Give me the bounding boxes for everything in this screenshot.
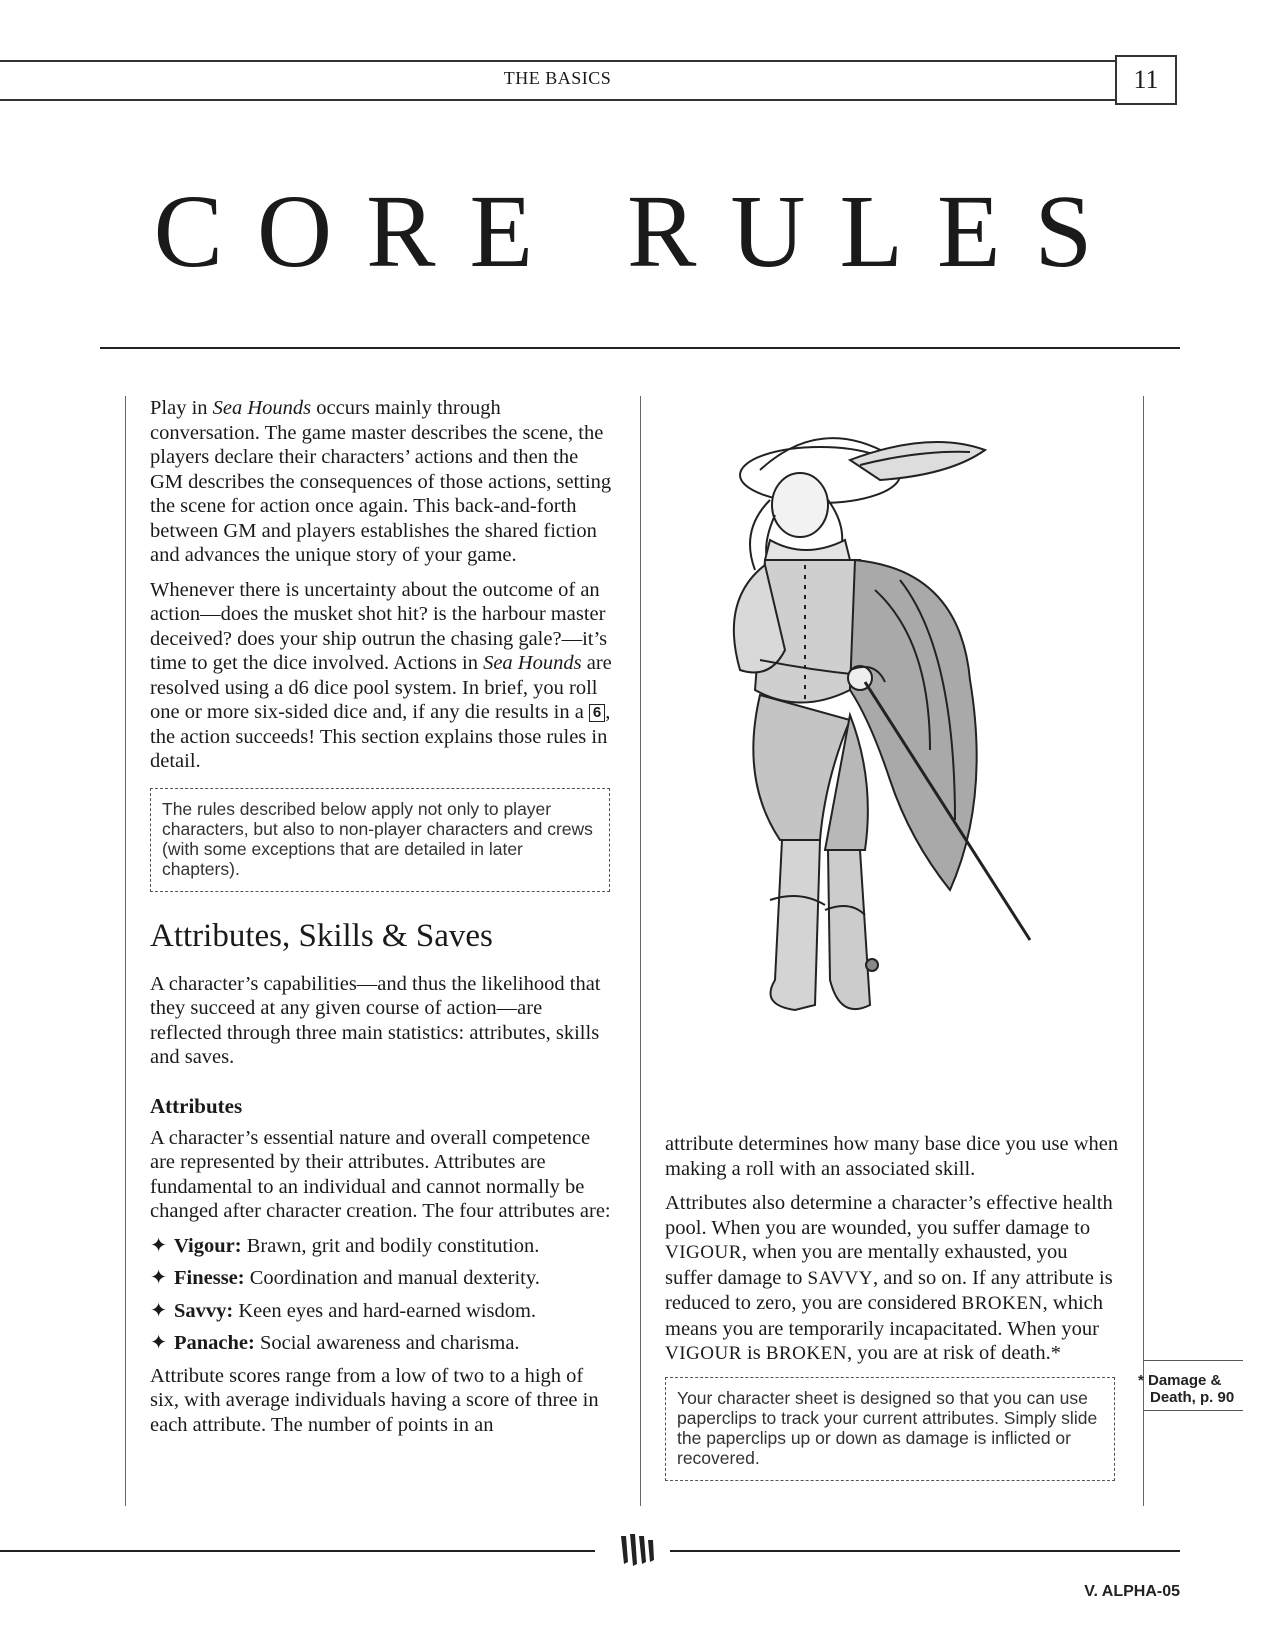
sidebar-reference: * Damage & Death, p. 90 bbox=[1138, 1372, 1235, 1406]
sidebar-rule-bottom bbox=[1143, 1410, 1243, 1411]
star-bullet-icon: ✦ bbox=[150, 1267, 168, 1290]
section-paragraph: A character’s capabilities—and thus the likelihood that they succeed at any given course of action—are reflected through three main statistics: attributes, skills and saves. bbox=[150, 972, 601, 1069]
paperclip-note-box: Your character sheet is designed so that you can use paperclips to track your current attributes. Simply slide the paperclips up or down as damage is inflicted or recovered. bbox=[665, 1377, 1115, 1481]
right-column-rule bbox=[1143, 396, 1144, 1506]
footer-rule-right bbox=[670, 1550, 1180, 1552]
star-bullet-icon: ✦ bbox=[150, 1299, 168, 1322]
star-bullet-icon: ✦ bbox=[150, 1332, 168, 1355]
musketeer-illustration bbox=[700, 420, 1120, 1100]
running-header: THE BASICS bbox=[503, 68, 612, 88]
left-column-rule bbox=[125, 396, 126, 1506]
header-rule-bottom bbox=[0, 99, 1115, 101]
version-label: V. ALPHA-05 bbox=[1084, 1583, 1180, 1600]
right-column bbox=[665, 1132, 1120, 1481]
right-paragraph-2: Attributes also determine a character’s effective health pool. When you are wounded, you suffer damage to VIGOUR, when you are mentally exhausted, you suffer damage to SAVVY, and so on. If any attribute is reduced to zero, you are considered BROKEN, which means you are temporarily incapacitated. When your VIGOUR is BROKEN, you are at risk of death.* bbox=[665, 1192, 1113, 1364]
sidebar-rule-top bbox=[1143, 1360, 1243, 1361]
right-paragraph-1: attribute determines how many base dice you use when making a roll with an associated skill. bbox=[665, 1133, 1119, 1180]
claw-marks-icon bbox=[617, 1532, 657, 1568]
attribute-list bbox=[150, 1234, 615, 1356]
attributes-paragraph-1: A character’s essential nature and overall competence are represented by their attributes. Attributes are fundamental to an individual and cannot normally be changed after character creation. The four attributes are: bbox=[150, 1126, 611, 1223]
footer-rule-left bbox=[0, 1550, 595, 1552]
list-item: ✦ Vigour: Brawn, grit and bodily constitution. bbox=[150, 1234, 540, 1257]
list-item: ✦ Panache: Social awareness and charisma. bbox=[150, 1332, 520, 1355]
center-column-rule bbox=[640, 396, 641, 1506]
rules-note-box: The rules described below apply not only to player characters, but also to non-player characters and crews (with some exceptions that are detailed in later chapters). bbox=[150, 788, 610, 892]
list-item: ✦ Finesse: Coordination and manual dexterity. bbox=[150, 1267, 540, 1290]
intro-paragraph-1: Play in Sea Hounds occurs mainly through conversation. The game master describes the scene, the players declare their characters’ actions and then the GM describes the consequences of those actions, setting the scene for action once again. This back-and-forth between GM and players establishes the shared fiction and advances the unique story of your game. bbox=[150, 397, 612, 566]
left-column bbox=[150, 396, 615, 1447]
page-title: CORE RULES bbox=[153, 174, 1127, 289]
title-rule bbox=[100, 347, 1180, 349]
section-heading: Attributes, Skills & Saves bbox=[150, 917, 493, 954]
die-six-icon: 6 bbox=[589, 704, 605, 722]
list-item: ✦ Savvy: Keen eyes and hard-earned wisdom. bbox=[150, 1299, 537, 1322]
attributes-paragraph-2: Attribute scores range from a low of two to a high of six, with average individuals having a score of three in each attribute. The number of points in an bbox=[150, 1364, 599, 1436]
page-number: 11 bbox=[1115, 55, 1177, 105]
intro-paragraph-2: Whenever there is uncertainty about the outcome of an action—does the musket shot hit? is the harbour master deceived? does your ship outrun the chasing gale?—it’s time to get the dice involved. Actions in Sea Hounds are resolved using a d6 dice pool system. In brief, you roll one or more six-sided dice and, if any die results in a 6 , the action succeeds! This section explains those rules in detail. bbox=[150, 578, 612, 772]
header-rule-top bbox=[0, 60, 1115, 62]
attributes-heading: Attributes bbox=[150, 1093, 243, 1118]
star-bullet-icon: ✦ bbox=[150, 1234, 168, 1257]
